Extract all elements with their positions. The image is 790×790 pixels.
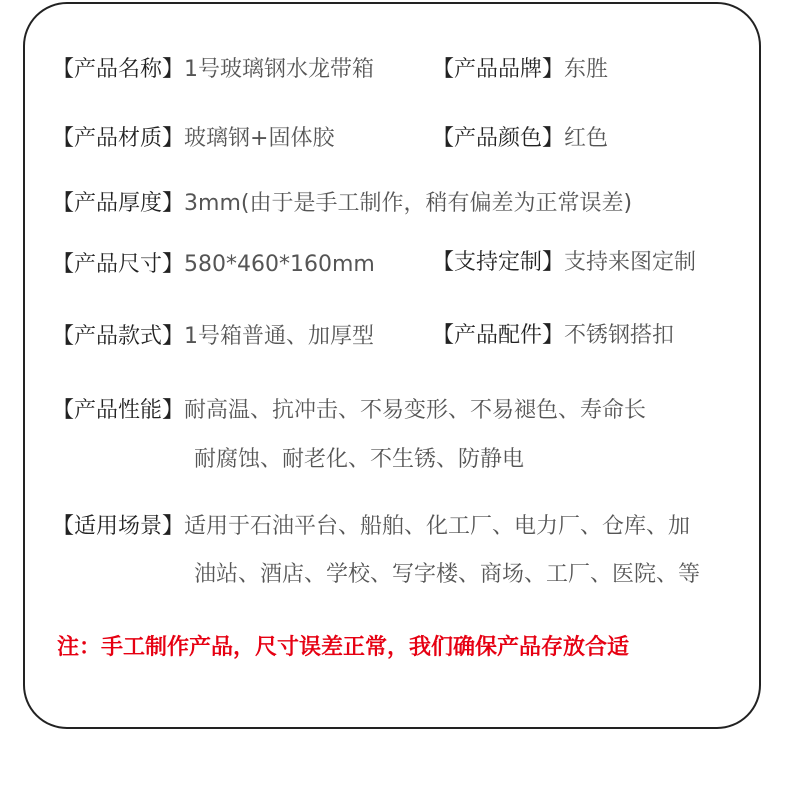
spec-name (52, 55, 374, 85)
spec-performance-cont (194, 445, 524, 475)
spec-performance (52, 396, 646, 426)
spec-style (52, 322, 374, 352)
spec-style-label: 【产品款式】 (52, 324, 185, 349)
spec-name-label: 【产品名称】 (52, 57, 185, 82)
spec-size-label: 【产品尺寸】 (52, 252, 185, 277)
spec-color-value: 红色 (564, 126, 609, 151)
spec-scenes-line1: 适用于石油平台、船舶、化工厂、电力厂、仓库、加 (184, 514, 691, 539)
spec-custom (432, 248, 696, 278)
spec-parts-label: 【产品配件】 (432, 323, 565, 348)
spec-card (23, 2, 761, 729)
spec-color (432, 124, 608, 154)
spec-scenes-line2: 油站、酒店、学校、写字楼、商场、工厂、医院、等 (194, 562, 701, 587)
spec-size (52, 250, 375, 280)
spec-performance-label: 【产品性能】 (52, 398, 185, 423)
spec-performance-line1: 耐高温、抗冲击、不易变形、不易褪色、寿命长 (184, 398, 647, 423)
spec-parts-value: 不锈钢搭扣 (564, 323, 675, 348)
spec-performance-line2: 耐腐蚀、耐老化、不生锈、防静电 (194, 447, 525, 472)
spec-thickness-label: 【产品厚度】 (52, 191, 185, 216)
spec-custom-label: 【支持定制】 (432, 250, 565, 275)
spec-color-label: 【产品颜色】 (432, 126, 565, 151)
spec-thickness (52, 189, 632, 219)
spec-scenes-label: 【适用场景】 (52, 514, 185, 539)
handmade-note: 注：手工制作产品，尺寸误差正常，我们确保产品存放合适 (57, 635, 630, 660)
spec-brand-label: 【产品品牌】 (432, 57, 565, 82)
spec-thickness-value: 3mm(由于是手工制作，稍有偏差为正常误差) (184, 191, 633, 216)
spec-style-value: 1号箱普通、加厚型 (184, 324, 375, 349)
spec-brand-value: 东胜 (564, 57, 609, 82)
spec-brand (432, 55, 608, 85)
spec-scenes (52, 512, 690, 542)
spec-scenes-cont (194, 560, 700, 590)
spec-custom-value: 支持来图定制 (564, 250, 697, 275)
spec-size-value: 580*460*160mm (184, 252, 375, 277)
spec-material (52, 124, 334, 154)
spec-material-value: 玻璃钢+固体胶 (184, 126, 335, 151)
spec-material-label: 【产品材质】 (52, 126, 185, 151)
spec-parts (432, 321, 674, 351)
spec-name-value: 1号玻璃钢水龙带箱 (184, 57, 375, 82)
